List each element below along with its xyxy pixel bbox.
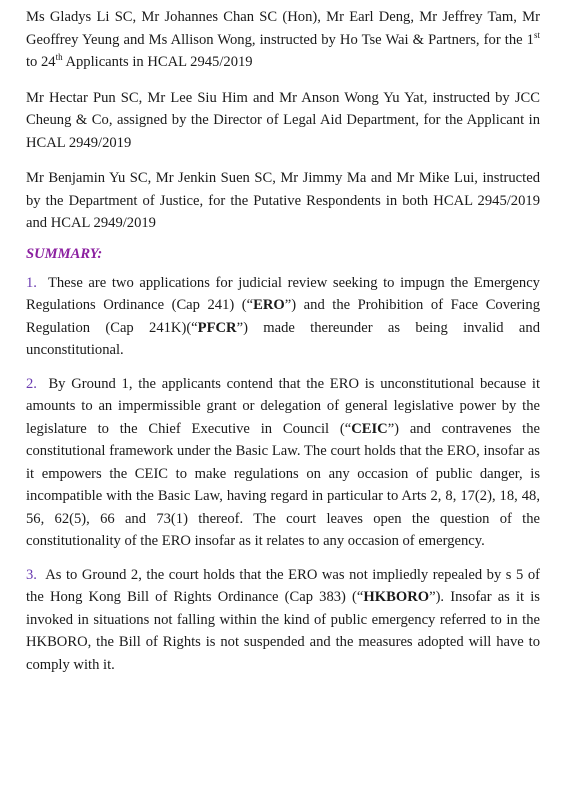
summary-paragraph-2 xyxy=(26,373,540,553)
defined-term: CEIC xyxy=(351,420,388,437)
counsel-text: to 24 xyxy=(26,54,56,70)
paragraph-number: 2. xyxy=(26,375,37,392)
judgment-page xyxy=(26,6,540,687)
counsel-text: Applicants in HCAL 2945/2019 xyxy=(62,54,253,70)
counsel-paragraph-applicants-2945 xyxy=(26,6,540,74)
paragraph-text: ”) and contravenes the constitutional framework under the Basic Law. The court holds that the ERO, insofar as it empowers the CEIC to make regulations on any occasion of public danger, is incompatible with the Basic Law, having regard in particular to Arts 2, 8, 17(2), 18, 48, 56, 62(5), 66 and 73(1) thereof. The court leaves open the question of the constitutionality of the ERO insofar as it relates to any occasion of emergency. xyxy=(26,420,540,549)
ordinal-suffix: st xyxy=(533,29,540,40)
paragraph-number: 3. xyxy=(26,566,37,583)
ordinal-suffix: th xyxy=(55,52,63,63)
counsel-paragraph-respondents: Mr Benjamin Yu SC, Mr Jenkin Suen SC, Mr Jimmy Ma and Mr Mike Lui, instructed by the Department of Justice, for the Putative Respondents in both HCAL 2945/2019 and HCAL 2949/2019 xyxy=(26,170,540,231)
paragraph-text: ”) made thereunder as being invalid and unconstitutional. xyxy=(26,319,540,358)
summary-heading: SUMMARY: xyxy=(26,245,103,262)
defined-term: PFCR xyxy=(197,319,237,336)
paragraph-text: As to Ground 2, the court holds that the ERO was not impliedly repealed by s 5 of the Hong Kong Bill of Rights Ordinance (Cap 383) (“ xyxy=(26,566,540,605)
paragraph-text: By Ground 1, the applicants contend that the ERO is unconstitutional because it amounts to an impermissible grant or delegation of general legislative power by the legislature to the Chief Executive in Council (“ xyxy=(26,375,540,437)
paragraph-text: These are two applications for judicial review seeking to impugn the Emergency Regulations Ordinance (Cap 241) (“ xyxy=(26,274,540,313)
summary-paragraph-3 xyxy=(26,564,540,677)
paragraph-text: ”). Insofar as it is invoked in situations not falling within the kind of public emergency referred to in the HKBORO, the Bill of Rights is not suspended and the measures adopted will have to comply with it. xyxy=(26,589,540,673)
paragraph-number: 1. xyxy=(26,274,37,291)
paragraph-text: ”) and the Prohibition of Face Covering Regulation (Cap 241K)(“ xyxy=(26,297,541,336)
counsel-text: Ms Gladys Li SC, Mr Johannes Chan SC (Hon), Mr Earl Deng, Mr Jeffrey Tam, Mr Geoffrey Yeung and Ms Allison Wong, instructed by Ho Tse Wai & Partners, for the 1 xyxy=(26,9,540,48)
counsel-paragraph-applicant-2949: Mr Hectar Pun SC, Mr Lee Siu Him and Mr Anson Wong Yu Yat, instructed by JCC Cheung & Co, assigned by the Director of Legal Aid Department, for the Applicant in HCAL 2949/2019 xyxy=(26,89,540,151)
defined-term: ERO xyxy=(253,297,285,313)
defined-term: HKBORO xyxy=(363,589,430,605)
summary-paragraph-1 xyxy=(26,272,540,362)
